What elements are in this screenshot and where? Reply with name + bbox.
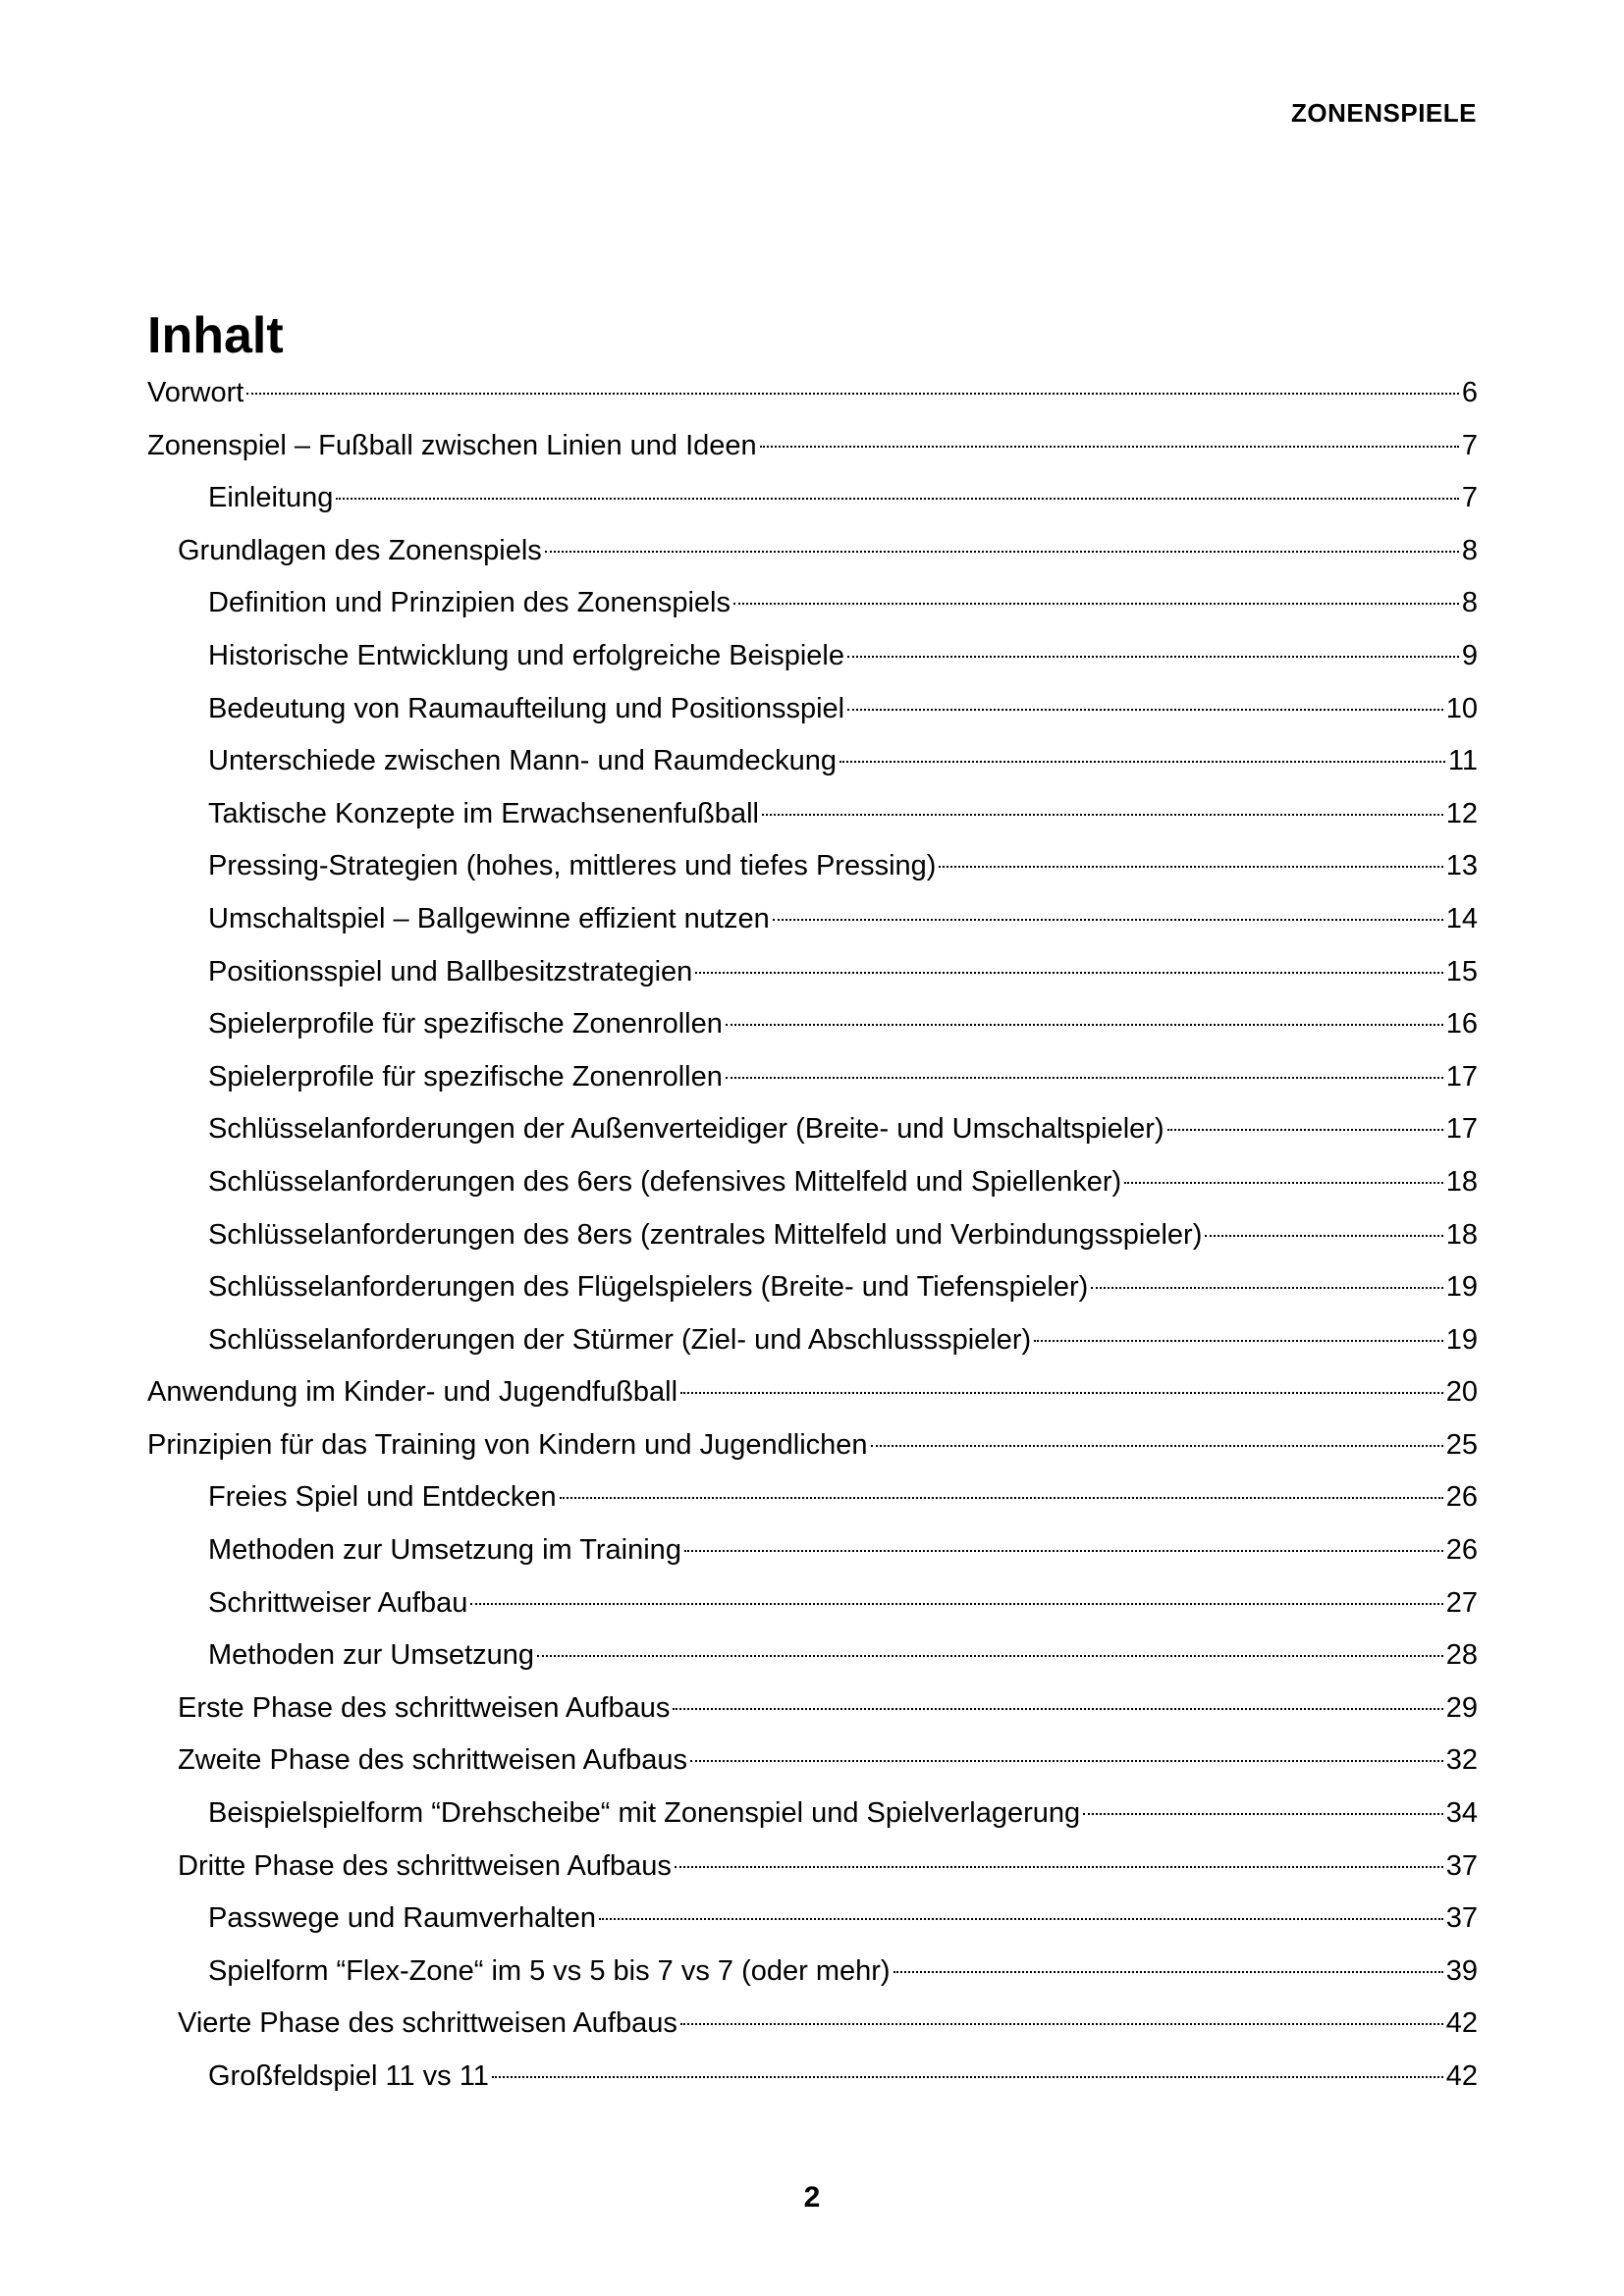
toc-entry-title: Großfeldspiel 11 vs 11 [208,2060,489,2092]
toc-entry[interactable] [147,1103,1478,1156]
toc-entry-page-number: 13 [1445,850,1478,882]
dot-leader [773,919,1443,921]
toc-entry-page-number: 42 [1445,2060,1478,2092]
toc-entry-title: Schlüsselanforderungen des 6ers (defensives Mittelfeld und Spiellenker) [208,1165,1122,1198]
dot-leader [847,709,1443,711]
toc-entry[interactable] [147,1998,1478,2051]
toc-entry[interactable] [147,525,1478,578]
toc-entry[interactable] [147,1419,1478,1472]
toc-entry-page-number: 34 [1445,1797,1478,1830]
dot-leader [847,656,1459,658]
dot-leader [733,603,1459,605]
toc-entry-page-number: 18 [1445,1165,1478,1198]
toc-entry-page-number: 8 [1461,534,1478,566]
dot-leader [1167,1129,1443,1131]
toc-entry-page-number: 10 [1445,692,1478,724]
dot-leader [839,761,1445,763]
running-header: ZONENSPIELE [1291,98,1477,128]
dot-leader [1124,1182,1443,1184]
dot-leader [675,1866,1443,1868]
toc-entry-page-number: 32 [1445,1744,1478,1777]
dot-leader [545,551,1459,553]
toc-entry-page-number: 26 [1445,1534,1478,1567]
toc-entry[interactable] [147,683,1478,736]
toc-entry-page-number: 11 [1447,745,1478,777]
dot-leader [939,866,1442,868]
toc-entry[interactable] [147,472,1478,525]
toc-entry[interactable] [147,2051,1478,2104]
toc-entry-title: Spielerprofile für spezifische Zonenrollen [208,1008,723,1041]
toc-entry[interactable] [147,1735,1478,1788]
dot-leader [537,1655,1443,1657]
toc-entry-title: Methoden zur Umsetzung [208,1639,535,1672]
dot-leader [1083,1813,1443,1815]
toc-entry[interactable] [147,1577,1478,1630]
toc-entry-page-number: 17 [1445,1113,1478,1146]
toc-entry-page-number: 16 [1445,1008,1478,1041]
toc-entry-page-number: 28 [1445,1639,1478,1672]
toc-entry[interactable] [147,788,1478,841]
dot-leader [871,1445,1443,1447]
toc-entry[interactable] [147,630,1478,683]
toc-entry-page-number: 15 [1445,955,1478,988]
toc-entry-title: Zweite Phase des schrittweisen Aufbaus [178,1744,688,1777]
dot-leader [726,1077,1443,1079]
dot-leader [680,2023,1443,2025]
toc-title: Inhalt [147,307,284,364]
toc-entry-title: Spielform “Flex-Zone“ im 5 vs 5 bis 7 vs 7 (oder mehr) [208,1954,891,1987]
toc-entry[interactable] [147,1314,1478,1367]
toc-entry-title: Schlüsselanforderungen des Flügelspielers (Breite- und Tiefenspieler) [208,1271,1089,1304]
toc-entry-page-number: 6 [1461,377,1478,408]
toc-entry[interactable] [147,1946,1478,1999]
toc-entry-page-number: 7 [1461,429,1478,461]
page-number: 2 [803,2181,821,2214]
dot-leader [1205,1235,1442,1237]
toc-entry-title: Zonenspiel – Fußball zwischen Linien und Ideen [147,429,757,461]
toc-entry-page-number: 18 [1445,1218,1478,1251]
toc-entry-title: Methoden zur Umsetzung im Training [208,1534,681,1567]
dot-leader [1034,1340,1443,1342]
toc-entry-title: Umschaltspiel – Ballgewinne effizient nutzen [208,902,770,934]
toc-entry-title: Schlüsselanforderungen des 8ers (zentrales Mittelfeld und Verbindungsspieler) [208,1218,1203,1251]
toc-entry-page-number: 26 [1445,1481,1478,1514]
toc-entry[interactable] [147,1682,1478,1735]
dot-leader [599,1918,1443,1920]
toc-entry[interactable] [147,1629,1478,1682]
toc-entry[interactable] [147,893,1478,946]
toc-entry-title: Schrittweiser Aufbau [208,1586,468,1619]
dot-leader [1091,1287,1442,1289]
toc-entry[interactable] [147,946,1478,999]
toc-entry[interactable] [147,367,1478,420]
dot-leader [492,2076,1443,2078]
toc-entry-page-number: 12 [1445,797,1478,829]
dot-leader [760,446,1459,448]
toc-entry-title: Schlüsselanforderungen der Außenverteidiger (Breite- und Umschaltspieler) [208,1113,1164,1146]
dot-leader [246,393,1459,395]
toc-entry-title: Erste Phase des schrittweisen Aufbaus [178,1691,671,1724]
toc-entry-title: Positionsspiel und Ballbesitzstrategien [208,955,693,988]
toc-entry-title: Unterschiede zwischen Mann- und Raumdeckung [208,745,837,777]
toc-entry[interactable] [147,840,1478,893]
toc-entry-title: Historische Entwicklung und erfolgreiche Beispiele [208,639,844,671]
toc-entry-page-number: 17 [1445,1060,1478,1093]
toc-entry-page-number: 37 [1445,1849,1478,1882]
toc-entry-title: Taktische Konzepte im Erwachsenenfußball [208,797,759,829]
dot-leader [470,1603,1442,1605]
dot-leader [673,1708,1442,1710]
toc-entry-page-number: 14 [1445,902,1478,934]
toc-entry[interactable] [147,420,1478,473]
toc-entry-title: Bedeutung von Raumaufteilung und Positionsspiel [208,692,845,724]
toc-entry-title: Schlüsselanforderungen der Stürmer (Ziel- und Abschlussspieler) [208,1323,1032,1356]
toc-entry[interactable] [147,1366,1478,1419]
toc-entry-page-number: 25 [1445,1428,1478,1461]
toc-entry[interactable] [147,1788,1478,1841]
toc-entry-page-number: 7 [1461,482,1478,514]
toc-entry-title: Beispielspielform “Drehscheibe“ mit Zonenspiel und Spielverlagerung [208,1797,1081,1830]
dot-leader [762,814,1443,816]
toc-entry-title: Dritte Phase des schrittweisen Aufbaus [178,1849,672,1882]
toc-entry[interactable] [147,577,1478,630]
toc-entry[interactable] [147,1893,1478,1946]
toc-entry-page-number: 42 [1445,2007,1478,2040]
toc-entry-page-number: 29 [1445,1691,1478,1724]
dot-leader [893,1971,1443,1973]
dot-leader [560,1497,1443,1499]
toc-entry[interactable] [147,1261,1478,1314]
dot-leader [690,1760,1443,1762]
toc-entry-title: Prinzipien für das Training von Kindern und Jugendlichen [147,1428,868,1461]
toc-entry-page-number: 19 [1445,1271,1478,1304]
toc-entry-page-number: 37 [1445,1902,1478,1935]
toc-entry-page-number: 39 [1445,1954,1478,1987]
toc-entry[interactable] [147,1524,1478,1577]
toc-entry[interactable] [147,1209,1478,1262]
toc-entry-page-number: 19 [1445,1323,1478,1356]
toc-entry-title: Anwendung im Kinder- und Jugendfußball [147,1376,678,1409]
toc-entry[interactable] [147,1156,1478,1209]
toc-entry[interactable] [147,1841,1478,1894]
toc-entry[interactable] [147,998,1478,1051]
dot-leader [695,972,1442,974]
toc-entry-title: Vierte Phase des schrittweisen Aufbaus [178,2007,677,2040]
toc-entry-title: Freies Spiel und Entdecken [208,1481,557,1514]
table-of-contents [147,367,1478,2104]
toc-entry-title: Grundlagen des Zonenspiels [178,534,542,566]
toc-entry-page-number: 27 [1445,1586,1478,1619]
toc-entry[interactable] [147,1051,1478,1104]
dot-leader [336,498,1458,500]
toc-entry-page-number: 20 [1445,1376,1478,1409]
toc-entry-page-number: 8 [1461,587,1478,619]
toc-entry[interactable] [147,735,1478,788]
toc-entry-title: Pressing-Strategien (hohes, mittleres und tiefes Pressing) [208,850,937,882]
toc-entry-title: Passwege und Raumverhalten [208,1902,596,1935]
toc-entry-title: Spielerprofile für spezifische Zonenrollen [208,1060,723,1093]
toc-entry-title: Einleitung [208,482,334,514]
dot-leader [684,1550,1443,1552]
dot-leader [726,1024,1443,1026]
toc-entry-page-number: 9 [1461,639,1478,671]
dot-leader [680,1392,1443,1394]
toc-entry-title: Definition und Prinzipien des Zonenspiels [208,587,731,619]
toc-entry[interactable] [147,1471,1478,1524]
toc-entry-title: Vorwort [147,377,244,408]
